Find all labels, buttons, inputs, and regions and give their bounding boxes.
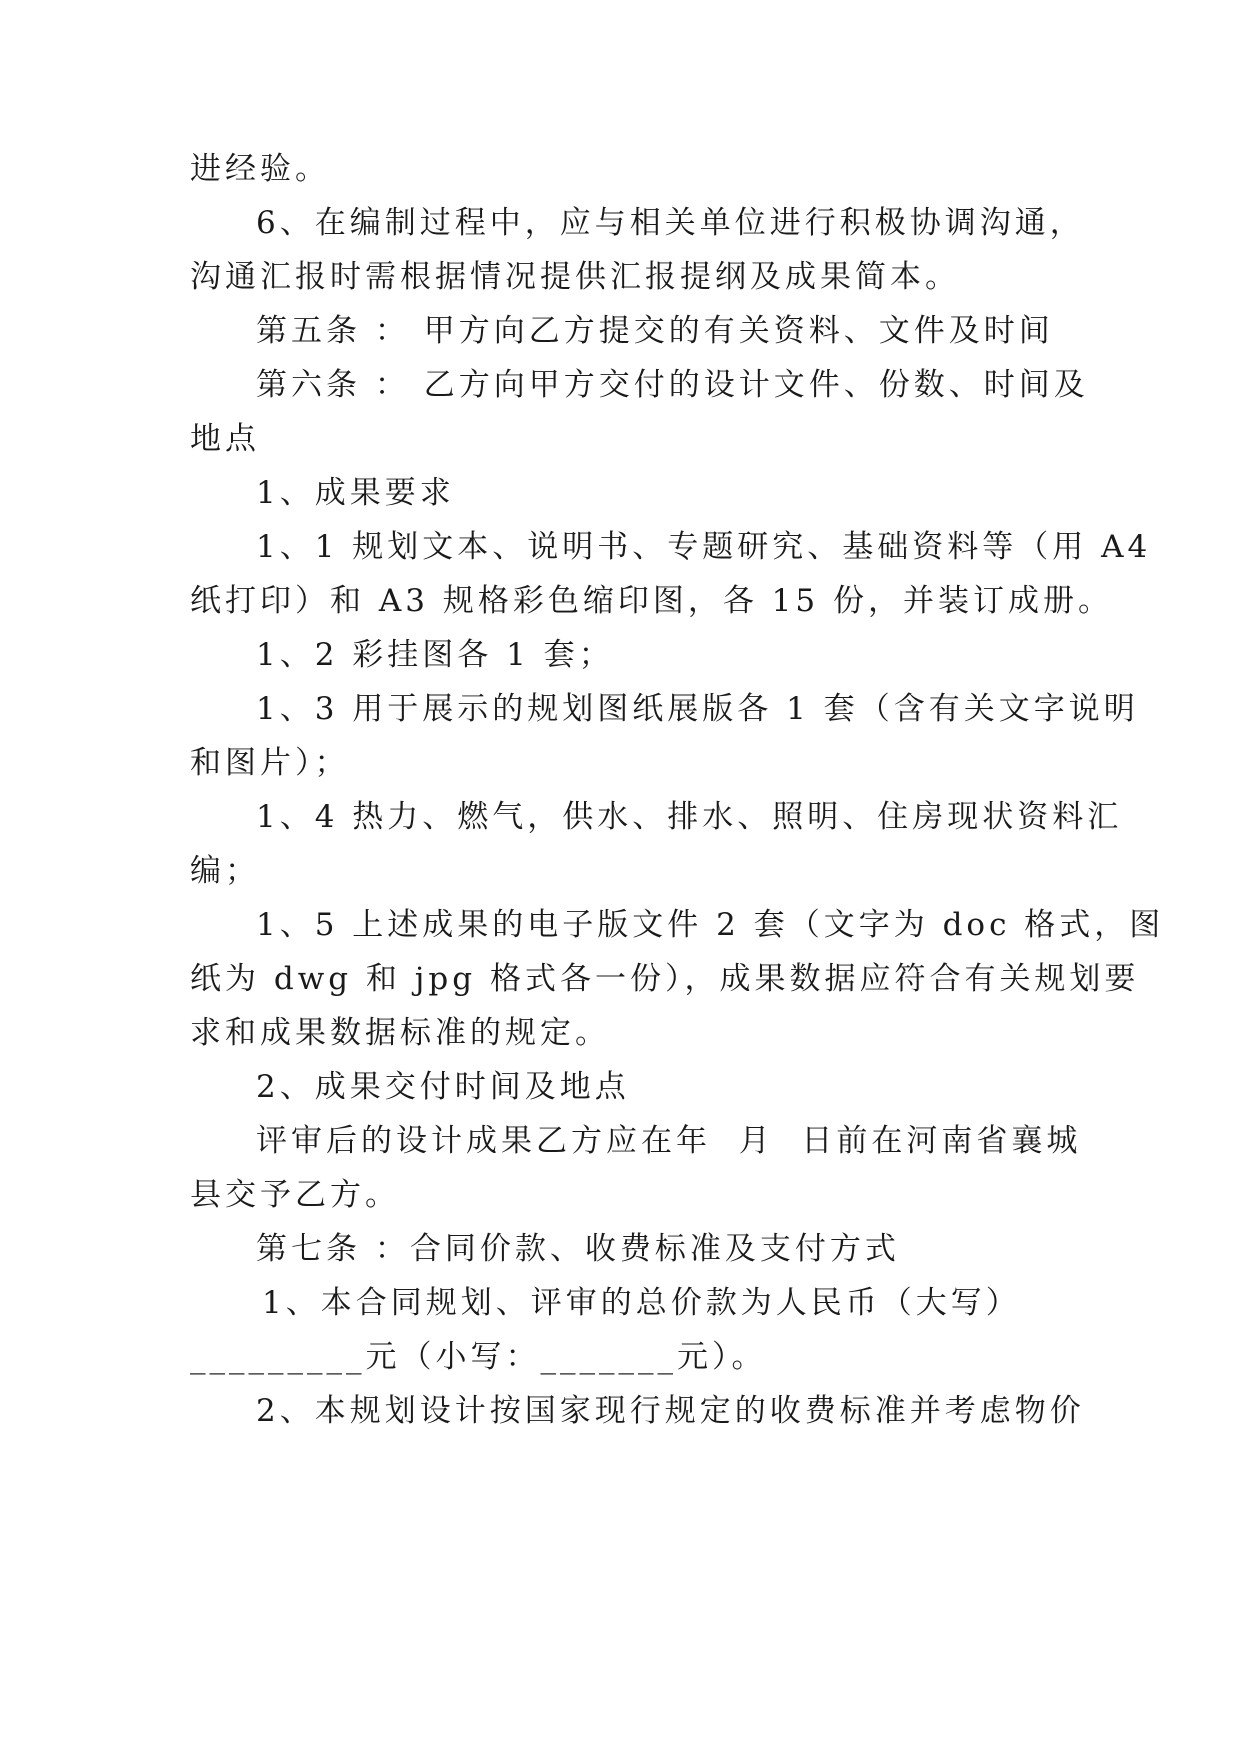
text-line: 1、成果要求: [256, 475, 455, 511]
text-line: 纸打印）和 A3 规格彩色缩印图，各 15 份，并装订成册。: [190, 583, 1113, 619]
text-line: 1、2 彩挂图各 1 套；: [256, 637, 614, 673]
text-line: 沟通汇报时需根据情况提供汇报提纲及成果简本。: [190, 259, 960, 295]
text-line: 进经验。: [190, 151, 330, 187]
text-line: 和图片）；: [190, 745, 350, 781]
text-line: 2、成果交付时间及地点: [256, 1069, 630, 1105]
text-line: 第五条 ： 甲方向乙方提交的有关资料、文件及时间: [256, 313, 1054, 349]
text-line: 1、1 规划文本、说明书、专题研究、基础资料等（用 A4: [256, 529, 1152, 565]
text-line: 1、本合同规划、评审的总价款为人民币（大写）: [262, 1285, 1021, 1321]
text-line: 6、在编制过程中，应与相关单位进行积极协调沟通，: [256, 205, 1085, 241]
text-line: 县交予乙方。: [190, 1177, 400, 1213]
text-line: 编；: [190, 853, 260, 889]
text-line: 求和成果数据标准的规定。: [190, 1015, 610, 1051]
text-line: 评审后的设计成果乙方应在年 月 日前在河南省襄城: [256, 1123, 1082, 1159]
text-line: _________元（小写：_______元）。: [190, 1339, 767, 1375]
text-line: 2、本规划设计按国家现行规定的收费标准并考虑物价: [256, 1393, 1085, 1429]
text-line: 第七条 ：合同价款、收费标准及支付方式: [256, 1231, 900, 1267]
text-line: 纸为 dwg 和 jpg 格式各一份），成果数据应符合有关规划要: [190, 961, 1140, 997]
text-line: 地点: [190, 421, 260, 457]
text-line: 1、4 热力、燃气，供水、排水、照明、住房现状资料汇: [256, 799, 1123, 835]
text-line: 1、5 上述成果的电子版文件 2 套（文字为 doc 格式，图: [256, 907, 1165, 943]
text-line: 1、3 用于展示的规划图纸展版各 1 套（含有关文字说明: [256, 691, 1139, 727]
text-line: 第六条 ： 乙方向甲方交付的设计文件、份数、时间及: [256, 367, 1089, 403]
